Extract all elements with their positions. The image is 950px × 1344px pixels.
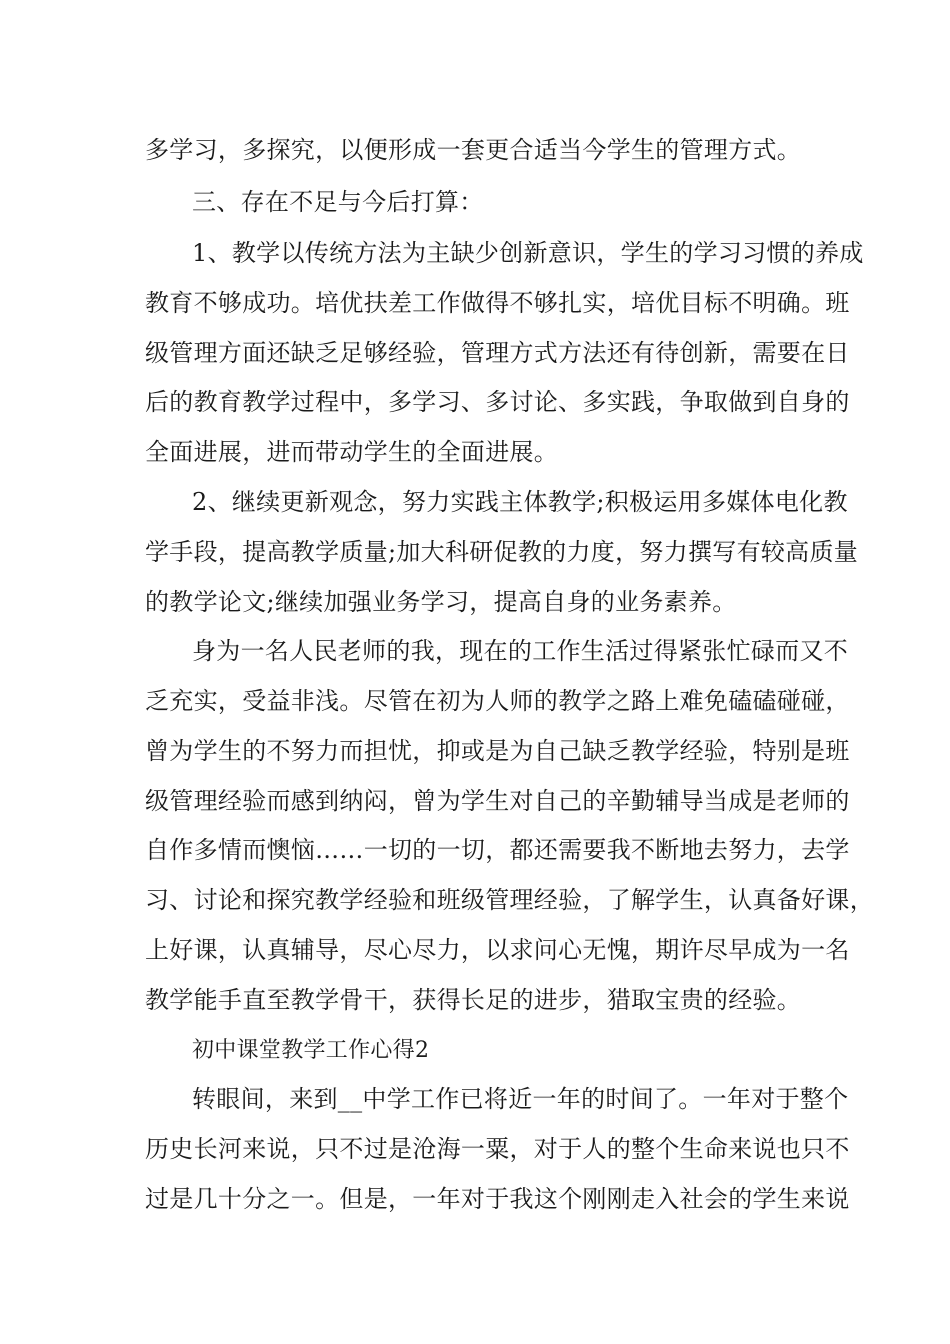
text-line: 2、继续更新观念，努力实践主体教学;积极运用多媒体电化教: [192, 488, 848, 516]
text-line: 转眼间，来到__中学工作已将近一年的时间了。一年对于整个: [192, 1085, 849, 1113]
text-line: 后的教育教学过程中，多学习、多讨论、多实践，争取做到自身的: [145, 388, 850, 416]
section-heading: 三、存在不足与今后打算：: [192, 188, 484, 216]
text-line: 上好课，认真辅导，尽心尽力，以求问心无愧，期许尽早成为一名: [145, 936, 850, 964]
text-line: 的教学论文;继续加强业务学习，提高自身的业务素养。: [145, 588, 737, 616]
text-line: 自作多情而懊恼……一切的一切，都还需要我不断地去努力，去学: [145, 836, 850, 864]
text-line: 曾为学生的不努力而担忧，抑或是为自己缺乏教学经验，特别是班: [145, 737, 850, 765]
text-line: 过是几十分之一。但是，一年对于我这个刚刚走入社会的学生来说: [145, 1185, 850, 1213]
text-line: 级管理方面还缺乏足够经验，管理方式方法还有待创新，需要在日: [145, 339, 850, 367]
text-line: 全面进展，进而带动学生的全面进展。: [145, 438, 559, 466]
text-line: 乏充实，受益非浅。尽管在初为人师的教学之路上难免磕磕碰碰，: [145, 687, 850, 715]
article-title: 初中课堂教学工作心得2: [192, 1038, 430, 1063]
text-line: 教学能手直至教学骨干，获得长足的进步，猎取宝贵的经验。: [145, 986, 802, 1014]
text-line: 1、教学以传统方法为主缺少创新意识，学生的学习习惯的养成: [192, 239, 864, 267]
text-line: 历史长河来说，只不过是沧海一粟，对于人的整个生命来说也只不: [145, 1135, 850, 1163]
text-line: 身为一名人民老师的我，现在的工作生活过得紧张忙碌而又不: [192, 637, 849, 665]
text-line: 多学习，多探究，以便形成一套更合适当今学生的管理方式。: [145, 136, 802, 164]
text-line: 级管理经验而感到纳闷，曾为学生对自己的辛勤辅导当成是老师的: [145, 787, 850, 815]
text-line: 教育不够成功。培优扶差工作做得不够扎实，培优目标不明确。班: [145, 289, 850, 317]
text-line: 习、讨论和探究教学经验和班级管理经验，了解学生，认真备好课，: [145, 886, 874, 914]
text-line: 学手段，提高教学质量;加大科研促教的力度，努力撰写有较高质量: [145, 538, 859, 566]
